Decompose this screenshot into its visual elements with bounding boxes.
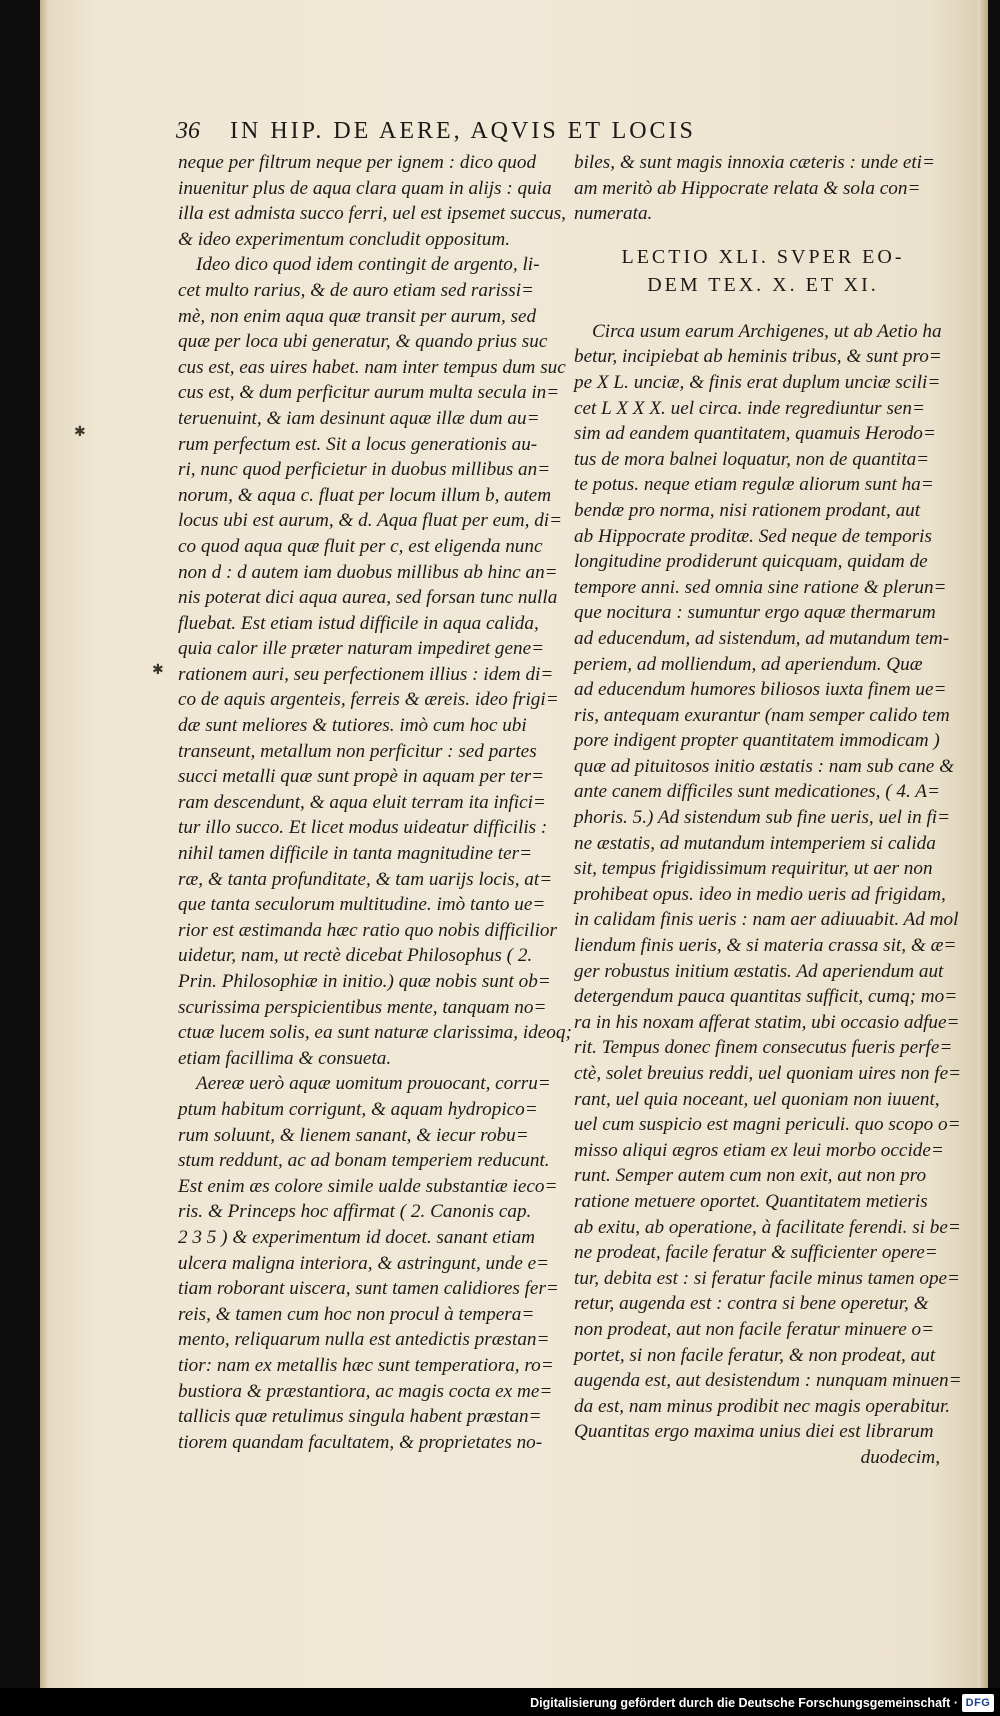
text-line: ger robustus initium æstatis. Ad aperiendum aut [574, 960, 944, 982]
text-line: longitudine prodiderunt quicquam, quidam de [574, 551, 928, 573]
text-line: cet L X X X. uel circa. inde regrediuntur sen= [574, 397, 925, 419]
text-line: tiam roborant uiscera, sunt tamen calidiores fer= [178, 1278, 559, 1300]
text-line: etiam facillima & consueta. [178, 1047, 392, 1069]
text-line: dæ sunt meliores & tutiores. imò cum hoc ubi [178, 715, 527, 737]
margin-mark: ✱ [152, 663, 164, 678]
text-line: quia calor ille præter naturam impediret gene= [178, 638, 545, 660]
text-line: ratione metuere oportet. Quantitatem metieris [574, 1190, 928, 1212]
text-line: ad educendum, ad sistendum, ad mutandum tem- [574, 627, 950, 649]
text-line: ne prodeat, facile feratur & sufficienter opere= [574, 1242, 938, 1264]
text-line: non d : d autem iam duobus millibus ab hinc an= [178, 561, 558, 583]
catchword: duodecim, [860, 1446, 940, 1468]
text-line: tus de mora balnei loquatur, non de quantita= [574, 448, 930, 470]
text-line: te potus. neque etiam regulæ aliorum sunt ha= [574, 474, 934, 496]
text-line: am meritò ab Hippocrate relata & sola con= [574, 177, 921, 199]
text-line: augenda est, aut desistendum : nunquam minuen= [574, 1370, 962, 1392]
text-line: tempore anni. sed omnia sine ratione & plerun= [574, 576, 947, 598]
text-line: rum perfectum est. Sit a locus generationis au- [178, 433, 538, 455]
text-line: Est enim æs colore simile ualde substantiæ ieco= [178, 1175, 558, 1197]
text-line: Circa usum earum Archigenes, ut ab Aetio ha [592, 320, 942, 342]
text-line: numerata. [574, 203, 653, 225]
text-line: retur, augenda est : contra si bene operetur, & [574, 1293, 929, 1315]
text-line: tior: nam ex metallis hæc sunt temperatiora, ro= [178, 1354, 554, 1376]
book-page [40, 0, 988, 1688]
text-line: uidetur, nam, ut rectè dicebat Philosophus ( 2. [178, 945, 533, 967]
text-line: pe X L. unciæ, & finis erat duplum unciæ scili= [574, 371, 941, 393]
text-line: co quod aqua quæ fluit per c, est eligenda nunc [178, 535, 543, 557]
text-line: ctè, solet breuius reddi, uel quoniam uires non fe= [574, 1063, 962, 1084]
text-line: ctuæ lucem solis, ea sunt naturæ clarissima, ideoq; [178, 1022, 572, 1044]
lectio-heading-line-1: LECTIO XLI. SVPER EO- [621, 245, 905, 268]
text-line: succi metalli quæ sunt propè in aquam per ter= [178, 766, 545, 788]
text-line: transeunt, metallum non perficitur : sed partes [178, 740, 537, 762]
text-line: ræ, & tanta profunditate, & tam uarijs locis, at= [178, 868, 553, 890]
text-line: bustiora & præstantiora, ac magis cocta ex me= [178, 1380, 553, 1402]
text-line: teruenuint, & iam desinunt aquæ illæ dum au= [178, 407, 540, 429]
text-line: ris, antequam exurantur (nam semper calido tem [574, 704, 950, 726]
text-line: rit. Tempus donec finem consecutus fueris perfe= [574, 1037, 953, 1059]
text-line: tiorem quandam facultatem, & proprietates no- [178, 1431, 543, 1453]
text-line: co de aquis argenteis, ferreis & æreis. ideo frigi= [178, 689, 559, 711]
text-line: mè, non enim aqua quæ transit per aurum, sed [178, 305, 537, 327]
text-line: prohibeat opus. ideo in medio ueris ad frigidam, [574, 883, 946, 905]
text-line: in calidam finis ueris : nam aer adiuuabit. Ad mol [574, 909, 959, 931]
text-line: tallicis quæ retulimus singula habent præstan= [178, 1406, 542, 1428]
text-line: ante canem difficiles sunt medicationes, ( 4. A= [574, 781, 940, 803]
text-line: illa est admista succo ferri, uel est ipsemet succus, [178, 203, 566, 225]
text-line: misso aliqui ægros etiam ex leui morbo occide= [574, 1139, 944, 1161]
text-line: inuenitur plus de aqua clara quam in alijs : quia [178, 177, 552, 199]
text-line: non prodeat, aut non facile feratur minuere o= [574, 1318, 935, 1340]
running-title: IN HIP. DE AERE, AQVIS ET LOCIS [230, 118, 696, 144]
text-line: betur, incipiebat ab heminis tribus, & sunt pro= [574, 346, 942, 368]
text-line: locus ubi est aurum, & d. Aqua fluat per eum, di= [178, 510, 563, 532]
text-line: quæ ad pituitosos initio æstatis : nam sub cane & [574, 755, 955, 777]
text-line: que tanta seculorum multitudine. imò tanto ue= [178, 894, 546, 916]
text-line: scurissima perspicientibus mente, tanquam no= [178, 996, 547, 1018]
text-line: ab Hippocrate proditæ. Sed neque de temporis [574, 525, 932, 547]
text-line: fluebat. Est etiam istud difficile in aqua calida, [178, 612, 539, 634]
text-line: runt. Semper autem cum non exit, aut non pro [574, 1165, 927, 1187]
text-line: ab exitu, ab operatione, à facilitate ferendi. si be= [574, 1216, 961, 1238]
right-column-continuation [574, 150, 952, 227]
text-line: cus est, eas uires habet. nam inter tempus dum suc [178, 356, 566, 378]
text-line: reis, & tamen cum hoc non procul à tempera= [178, 1303, 535, 1325]
text-line: bendæ pro norma, nisi rationem prodant, aut [574, 499, 921, 521]
lectio-heading-line-2: DEM TEX. X. ET XI. [647, 273, 879, 296]
text-line: nihil tamen difficile in tanta magnitudine ter= [178, 843, 533, 865]
text-line: Quantitas ergo maxima unius diei est librarum [574, 1421, 934, 1443]
text-line: ri, nunc quod perficietur in duobus millibus an= [178, 459, 551, 481]
page-number: 36 [176, 118, 200, 144]
text-line: ris. & Princeps hoc affirmat ( 2. Canonis cap. [178, 1201, 532, 1223]
text-line: rationem auri, seu perfectionem illius : idem di= [178, 663, 554, 685]
dfg-logo: DFG [962, 1694, 994, 1712]
text-line: biles, & sunt magis innoxia cæteris : unde eti= [574, 152, 935, 173]
text-line: norum, & aqua c. fluat per locum illum b, autem [178, 484, 552, 506]
text-line: pore indigent propter quantitatem immodicam ) [574, 730, 940, 752]
text-line: que nocitura : sumuntur ergo aquæ thermarum [574, 602, 936, 624]
text-line: Prin. Philosophiæ in initio.) quæ nobis sunt ob= [178, 971, 551, 992]
text-line: & ideo experimentum concludit oppositum. [178, 228, 510, 250]
text-line: tur illo succo. Et licet modus uideatur difficilis : [178, 817, 548, 839]
text-line: detergendum pauca quantitas sufficit, cumq; mo= [574, 986, 958, 1008]
text-line: rant, uel quia noceant, uel quoniam non iuuent, [574, 1088, 940, 1110]
text-line: da est, nam minus prodibit nec magis operabitur. [574, 1395, 951, 1417]
margin-mark: ✱ [74, 425, 86, 440]
page-gutter-shadow [40, 0, 48, 1688]
text-line: tur, debita est : si feratur facile minus tamen ope= [574, 1267, 960, 1289]
footer-bar [0, 1688, 1000, 1716]
footer-credit: Digitalisierung gefördert durch die Deutsche Forschungsgemeinschaft · [530, 1696, 958, 1710]
text-line: Ideo dico quod idem contingit de argento, li- [196, 254, 540, 276]
text-line: 2 3 5 ) & experimentum id docet. sanant etiam [178, 1226, 536, 1248]
text-line: sit, tempus frigidissimum requiritur, ut aer non [574, 858, 933, 880]
text-line: cus est, & dum perficitur aurum multa secula in= [178, 382, 560, 404]
text-line: cet multo rarius, & de auro etiam sed rarissi= [178, 279, 535, 301]
text-line: uel cum suspicio est magni periculi. quo scopo o= [574, 1114, 961, 1136]
text-line: mento, reliquarum nulla est antedictis præstan= [178, 1329, 550, 1351]
right-column [574, 150, 962, 1471]
text-line: Aereæ uerò aquæ uomitum prouocant, corru= [196, 1073, 551, 1095]
text-line: portet, si non facile feratur, & non prodeat, aut [574, 1344, 936, 1366]
text-line: neque per filtrum neque per ignem : dico quod [178, 152, 537, 173]
left-column [178, 150, 572, 1455]
text-line: ne æstatis, ad mutandum intemperiem si calida [574, 832, 936, 854]
text-line: rum soluunt, & lienem sanant, & iecur robu= [178, 1124, 529, 1146]
text-line: ad educendum humores biliosos iuxta finem ue= [574, 679, 947, 701]
text-line: periem, ad molliendum, ad aperiendum. Quæ [574, 653, 923, 675]
running-head [176, 118, 916, 145]
text-line: sim ad eandem quantitatem, quamuis Herodo= [574, 423, 936, 445]
lectio-heading [574, 243, 952, 299]
text-line: liendum finis ueris, & si materia crassa sit, & æ= [574, 935, 957, 957]
text-line: ra in his noxam afferat statim, ubi occasio adfue= [574, 1011, 960, 1033]
text-line: stum reddunt, ac ad bonam temperiem reducunt. [178, 1150, 550, 1172]
text-line: phoris. 5.) Ad sistendum sub fine ueris, uel in fi= [574, 807, 951, 829]
text-line: ulcera maligna interiora, & astringunt, unde e= [178, 1252, 550, 1274]
text-line: nis poterat dici aqua aurea, sed forsan tunc nulla [178, 587, 558, 609]
page-edge [978, 0, 988, 1688]
text-line: quæ per loca ubi generatur, & quando prius suc [178, 331, 548, 353]
lectio-body [574, 319, 962, 1445]
text-line: ram descendunt, & aqua eluit terram ita infici= [178, 791, 546, 813]
text-line: ptum habitum corrigunt, & aquam hydropico= [178, 1098, 538, 1120]
text-line: rior est æstimanda hæc ratio quo nobis difficilior [178, 919, 557, 941]
